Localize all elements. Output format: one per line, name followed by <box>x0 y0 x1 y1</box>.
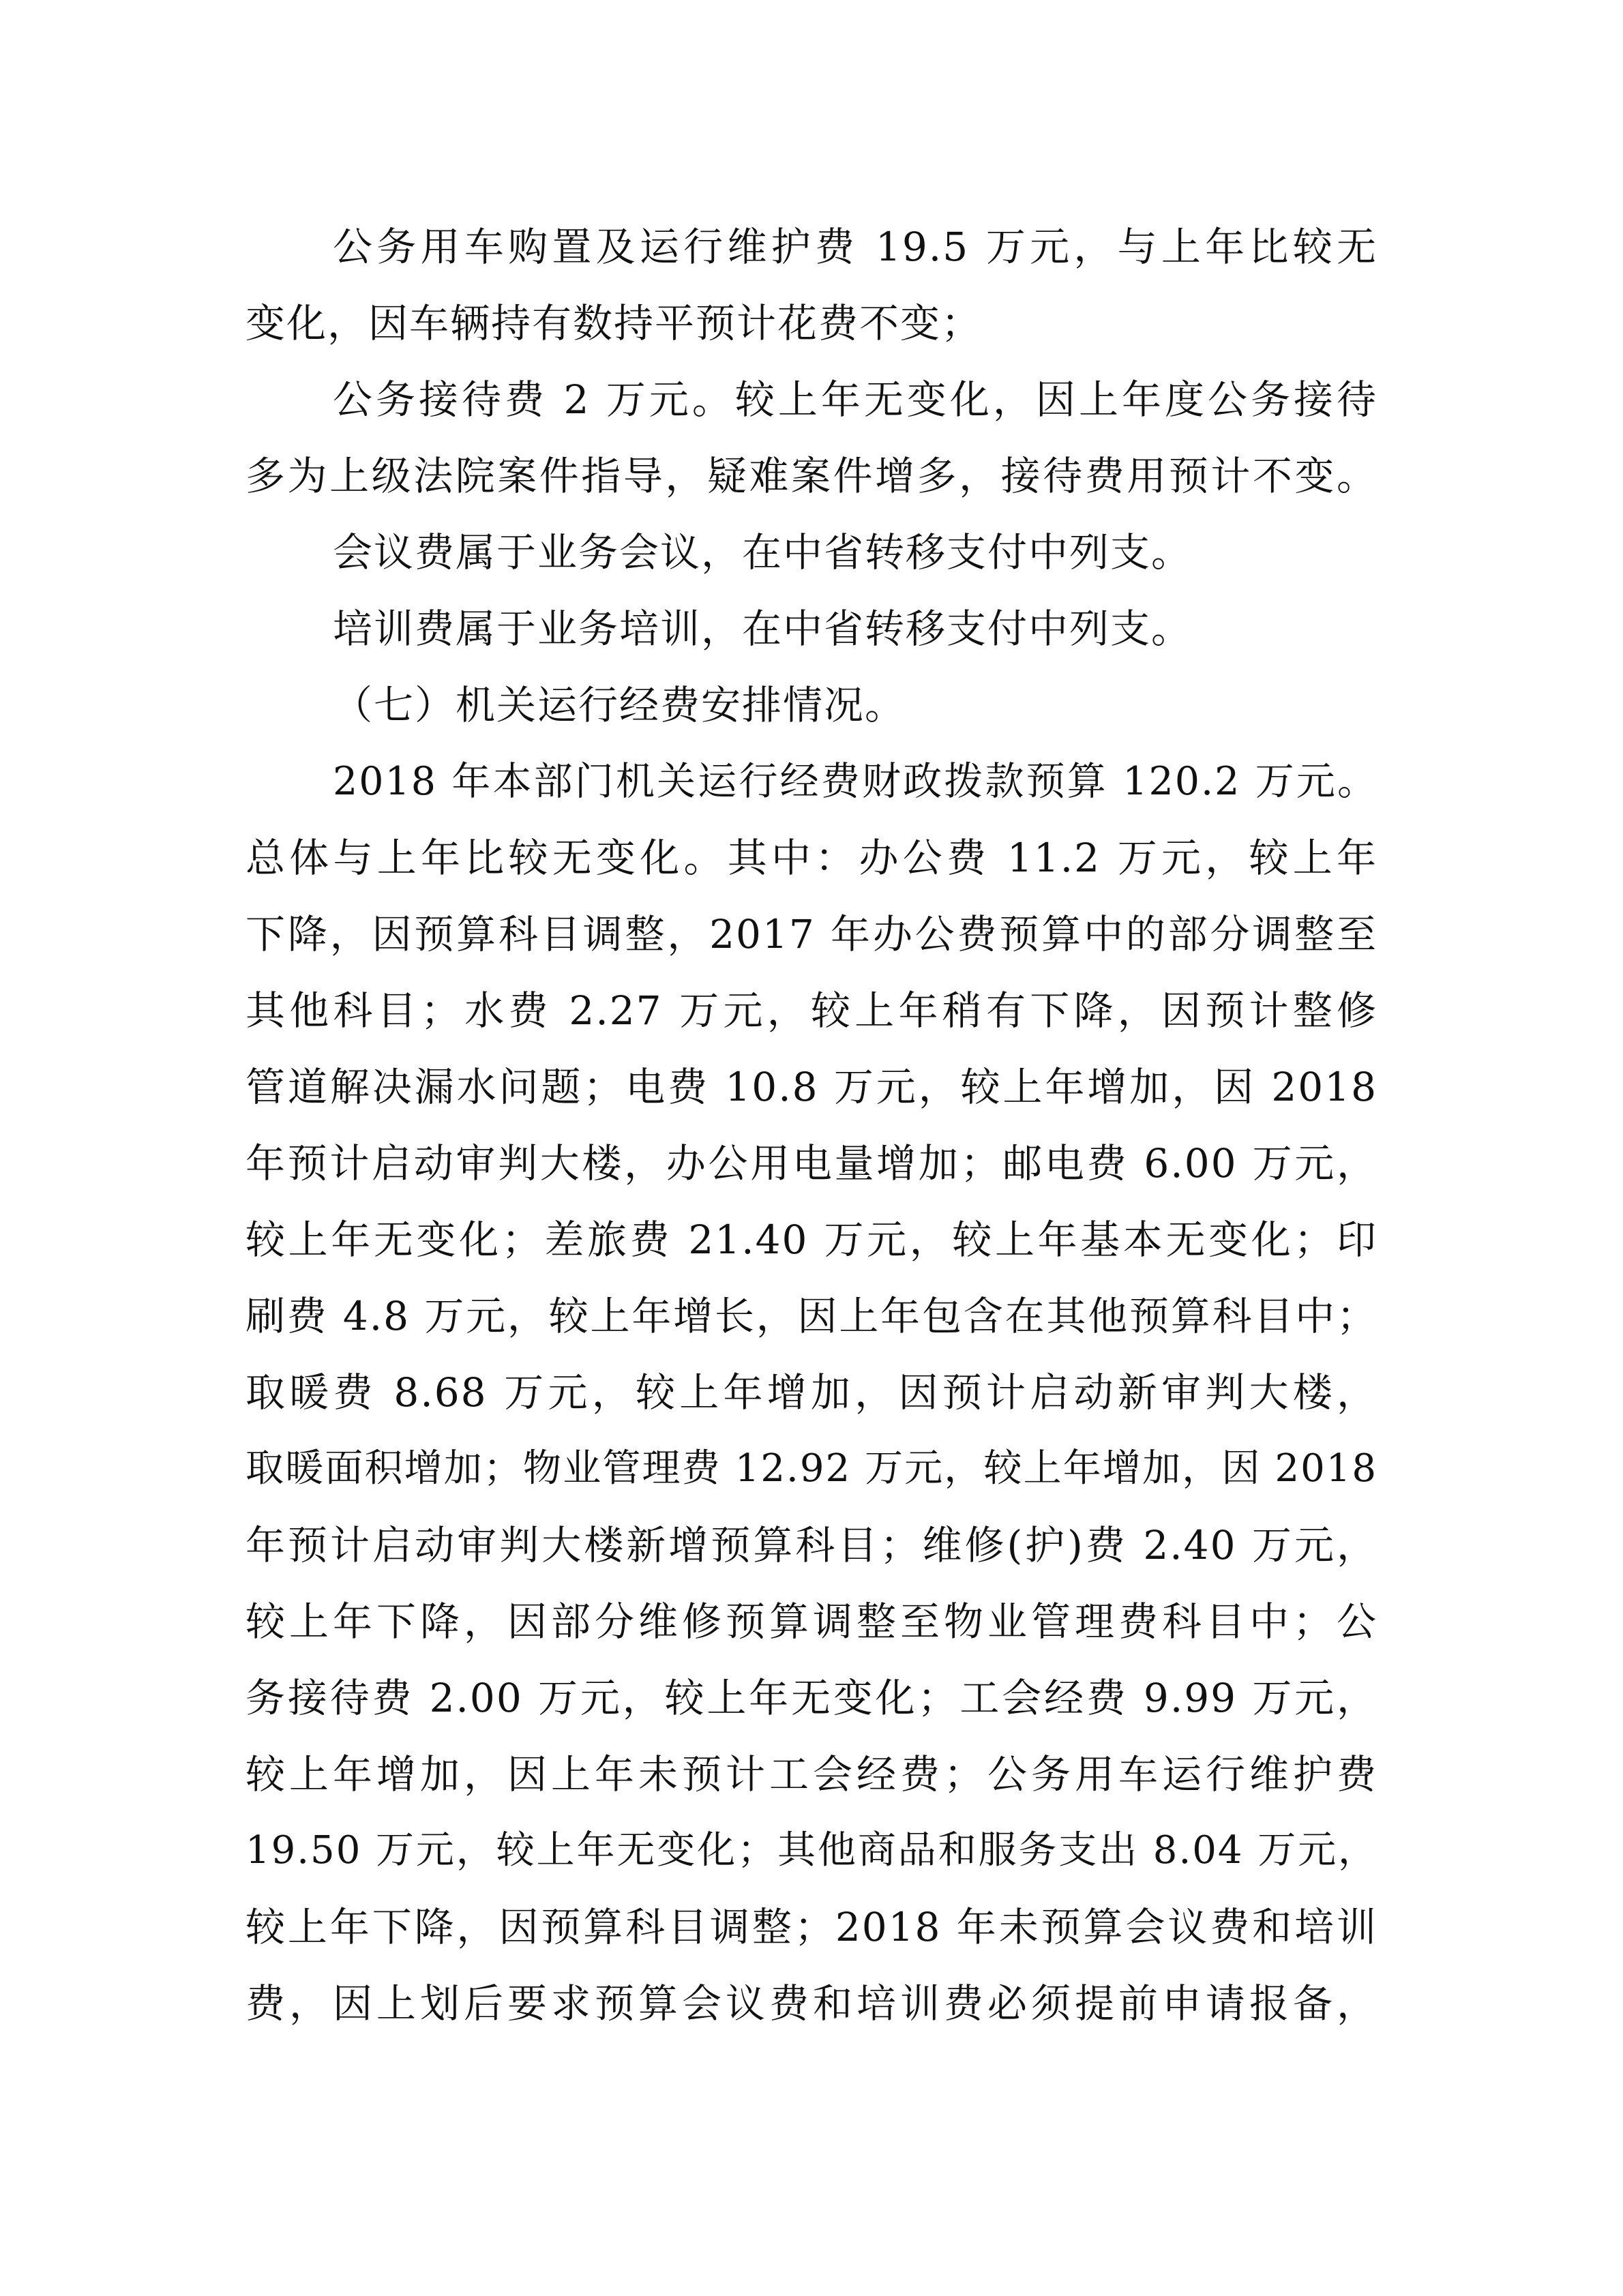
text-line: 19.50 万元，较上年无变化；其他商品和服务支出 8.04 万元， <box>245 1828 1378 1873</box>
text-line: 年预计启动审判大楼新增预算科目；维修(护)费 2.40 万元， <box>245 1522 1378 1568</box>
text-line: 2018 年本部门机关运行经费财政拨款预算 120.2 万元。 <box>333 759 1378 804</box>
text-line: 务接待费 2.00 万元，较上年无变化；工会经费 9.99 万元， <box>245 1675 1378 1721</box>
text-line: 管道解决漏水问题；电费 10.8 万元，较上年增加，因 2018 <box>245 1064 1378 1110</box>
section-heading: （七）机关运行经费安排情况。 <box>333 682 906 728</box>
text-line: 下降，因预算科目调整，2017 年办公费预算中的部分调整至 <box>245 911 1378 957</box>
text-line: 公务用车购置及运行维护费 19.5 万元，与上年比较无 <box>333 224 1378 270</box>
text-line: 取暖费 8.68 万元，较上年增加，因预计启动新审判大楼， <box>245 1369 1378 1416</box>
text-line: 总体与上年比较无变化。其中：办公费 11.2 万元，较上年 <box>245 835 1378 881</box>
text-line: 多为上级法院案件指导，疑难案件增多，接待费用预计不变。 <box>245 453 1378 499</box>
text-line: 费，因上划后要求预算会议费和培训费必须提前申请报备， <box>245 1980 1378 2027</box>
text-line: 其他科目；水费 2.27 万元，较上年稍有下降，因预计整修 <box>245 987 1378 1034</box>
text-line: 较上年无变化；差旅费 21.40 万元，较上年基本无变化；印 <box>245 1217 1378 1263</box>
text-line: 公务接待费 2 万元。较上年无变化，因上年度公务接待 <box>333 376 1378 423</box>
text-line: 年预计启动审判大楼，办公用电量增加；邮电费 6.00 万元， <box>245 1140 1378 1187</box>
text-line: 培训费属于业务培训，在中省转移支付中列支。 <box>333 606 1193 652</box>
text-line: 较上年下降，因预算科目调整；2018 年未预算会议费和培训 <box>245 1904 1378 1950</box>
text-line: 较上年增加，因上年未预计工会经费；公务用车运行维护费 <box>245 1751 1378 1798</box>
text-line: 变化，因车辆持有数持平预计花费不变； <box>245 300 983 346</box>
text-line: 刷费 4.8 万元，较上年增长，因上年包含在其他预算科目中； <box>245 1293 1378 1339</box>
text-line: 取暖面积增加；物业管理费 12.92 万元，较上年增加，因 2018 <box>245 1446 1378 1491</box>
text-line: 会议费属于业务会议，在中省转移支付中列支。 <box>333 529 1193 576</box>
text-line: 较上年下降，因部分维修预算调整至物业管理费科目中；公 <box>245 1598 1378 1645</box>
